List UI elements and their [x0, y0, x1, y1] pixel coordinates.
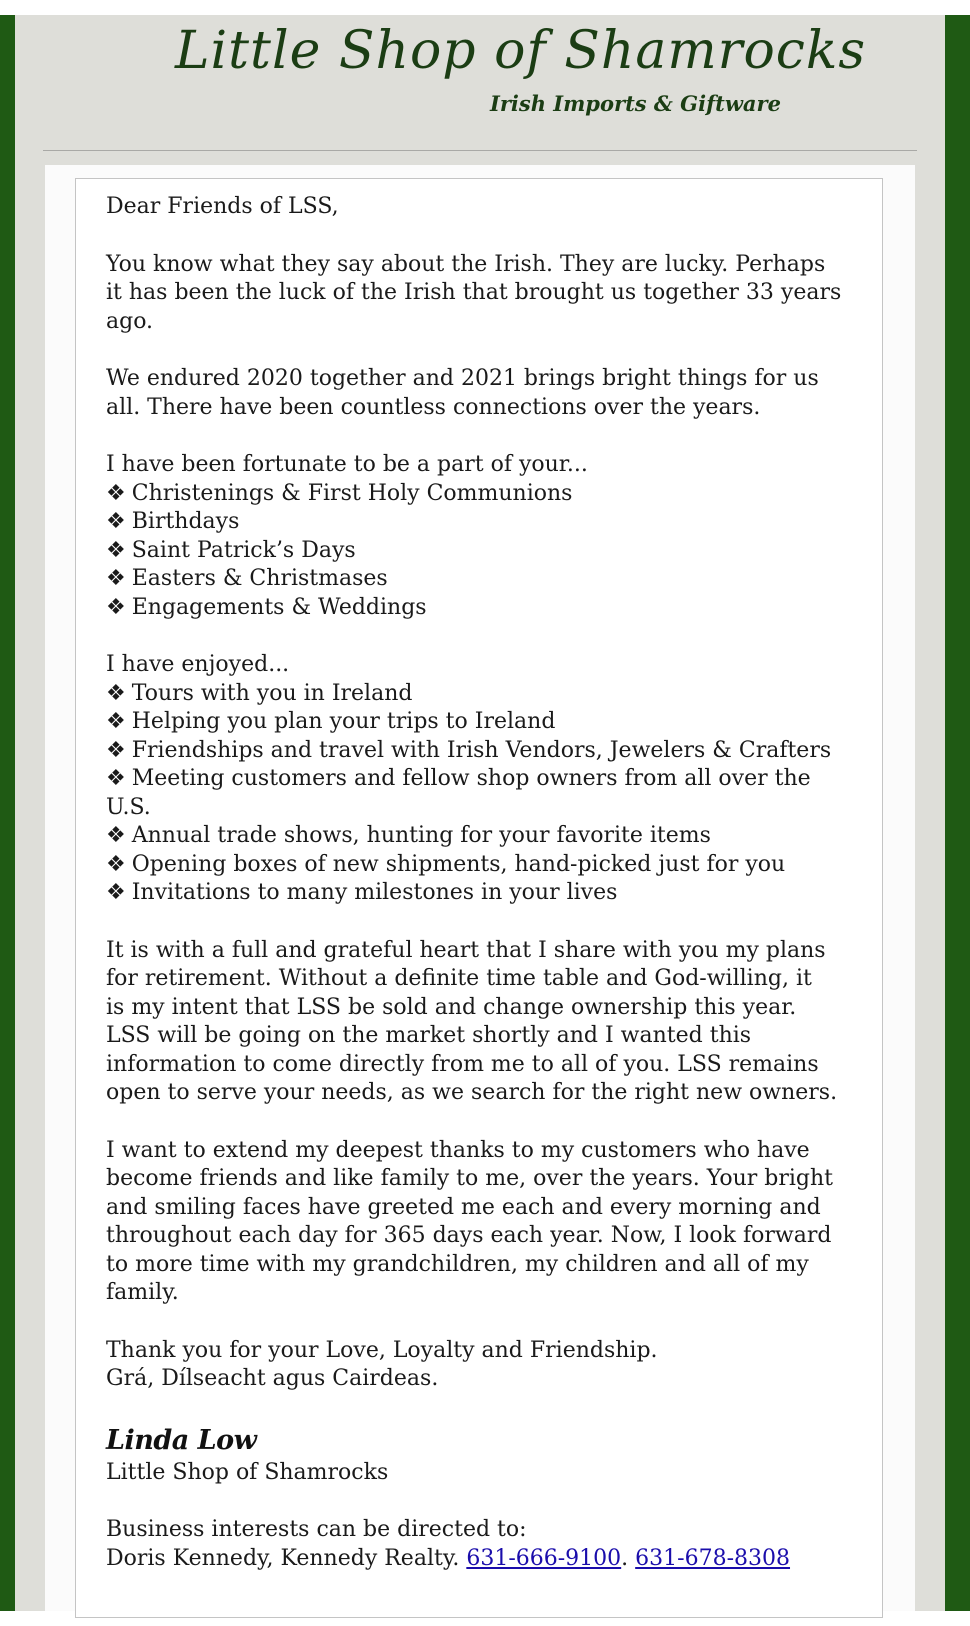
top-strip [0, 0, 970, 16]
diamond-bullet-icon: ❖ [106, 509, 126, 534]
list-item: ❖ Easters & Christmases [106, 566, 388, 591]
header-banner [15, 15, 945, 150]
diamond-bullet-icon: ❖ [106, 709, 126, 734]
logo-text: Little Shop of Shamrocks [175, 21, 867, 81]
page-frame [0, 15, 970, 1611]
diamond-bullet-icon: ❖ [106, 880, 126, 905]
list-item: ❖ Engagements & Weddings [106, 594, 427, 620]
letter-box [75, 178, 883, 1618]
diamond-bullet-icon: ❖ [106, 766, 126, 791]
greeting: Dear Friends of LSS, [106, 194, 339, 219]
diamond-bullet-icon: ❖ [106, 566, 126, 591]
list-item: ❖ Meeting customers and fellow shop owners from all over the U.S. [106, 766, 811, 820]
fortunate-intro: I have been fortunate to be a part of your... [106, 452, 588, 477]
paragraph-thanks: I want to extend my deepest thanks to my customers who have become friends and like family to me, over the years. Your bright and smiling faces have greeted me each and every morning and throughout each day for 365 days each year. Now, I look forward to more time with my grandchildren, my children and all of my family. [106, 1137, 833, 1305]
list-item: ❖ Invitations to many milestones in your lives [106, 880, 618, 905]
signature: Linda Low [106, 1424, 257, 1456]
list-item: ❖ Christenings & First Holy Communions [106, 480, 573, 506]
diamond-bullet-icon: ❖ [106, 537, 126, 563]
letter-body [106, 193, 856, 1573]
diamond-bullet-icon: ❖ [106, 851, 126, 877]
diamond-bullet-icon: ❖ [106, 823, 126, 848]
diamond-bullet-icon: ❖ [106, 680, 126, 706]
list-item: ❖ Annual trade shows, hunting for your favorite items [106, 823, 711, 848]
paragraph-2020: We endured 2020 together and 2021 brings bright things for us all. There have been countless connections over the years. [106, 366, 819, 420]
paragraph-retirement: It is with a full and grateful heart that I share with you my plans for retirement. Without a definite time table and God-willing, it is my intent that LSS be sold and change ownership this year. LSS will be going on the market shortly and I wanted this information to come directly from me to all of you. LSS remains open to serve your needs, as we search for the right new owners. [106, 937, 838, 1105]
signature-block [106, 1423, 856, 1488]
list-item: ❖ Saint Patrick’s Days [106, 537, 356, 563]
paragraph-luck: You know what they say about the Irish. They are lucky. Perhaps it has been the luck of the Irish that brought us together 33 years ago. [106, 251, 842, 334]
enjoyed-section [106, 651, 856, 908]
diamond-bullet-icon: ❖ [106, 737, 126, 763]
list-item: ❖ Friendships and travel with Irish Vendors, Jewelers & Crafters [106, 737, 832, 763]
closing: Thank you for your Love, Loyalty and Friendship. Grá, Dílseacht agus Cairdeas. [106, 1337, 658, 1391]
contact-line: Doris Kennedy, Kennedy Realty. 631-666-9100. 631-678-8308 [106, 1545, 791, 1571]
diamond-bullet-icon: ❖ [106, 480, 126, 506]
tagline: Irish Imports & Giftware [490, 91, 781, 116]
phone-link-1[interactable]: 631-666-9100 [466, 1545, 622, 1571]
list-item: ❖ Helping you plan your trips to Ireland [106, 709, 556, 734]
diamond-bullet-icon: ❖ [106, 594, 126, 620]
fortunate-section [106, 451, 856, 622]
enjoyed-intro: I have enjoyed... [106, 652, 290, 677]
content-panel [45, 165, 915, 1611]
list-item: ❖ Tours with you in Ireland [106, 680, 413, 706]
email-container [15, 15, 945, 1611]
business-contact: Business interests can be directed to: Doris Kennedy, Kennedy Realty. 631-666-9100. 631-678-8308 [106, 1516, 856, 1573]
phone-link-2[interactable]: 631-678-8308 [635, 1545, 791, 1571]
list-item: ❖ Birthdays [106, 509, 240, 534]
signature-org: Little Shop of Shamrocks [106, 1459, 389, 1485]
list-item: ❖ Opening boxes of new shipments, hand-picked just for you [106, 851, 786, 877]
header-divider [43, 150, 917, 151]
